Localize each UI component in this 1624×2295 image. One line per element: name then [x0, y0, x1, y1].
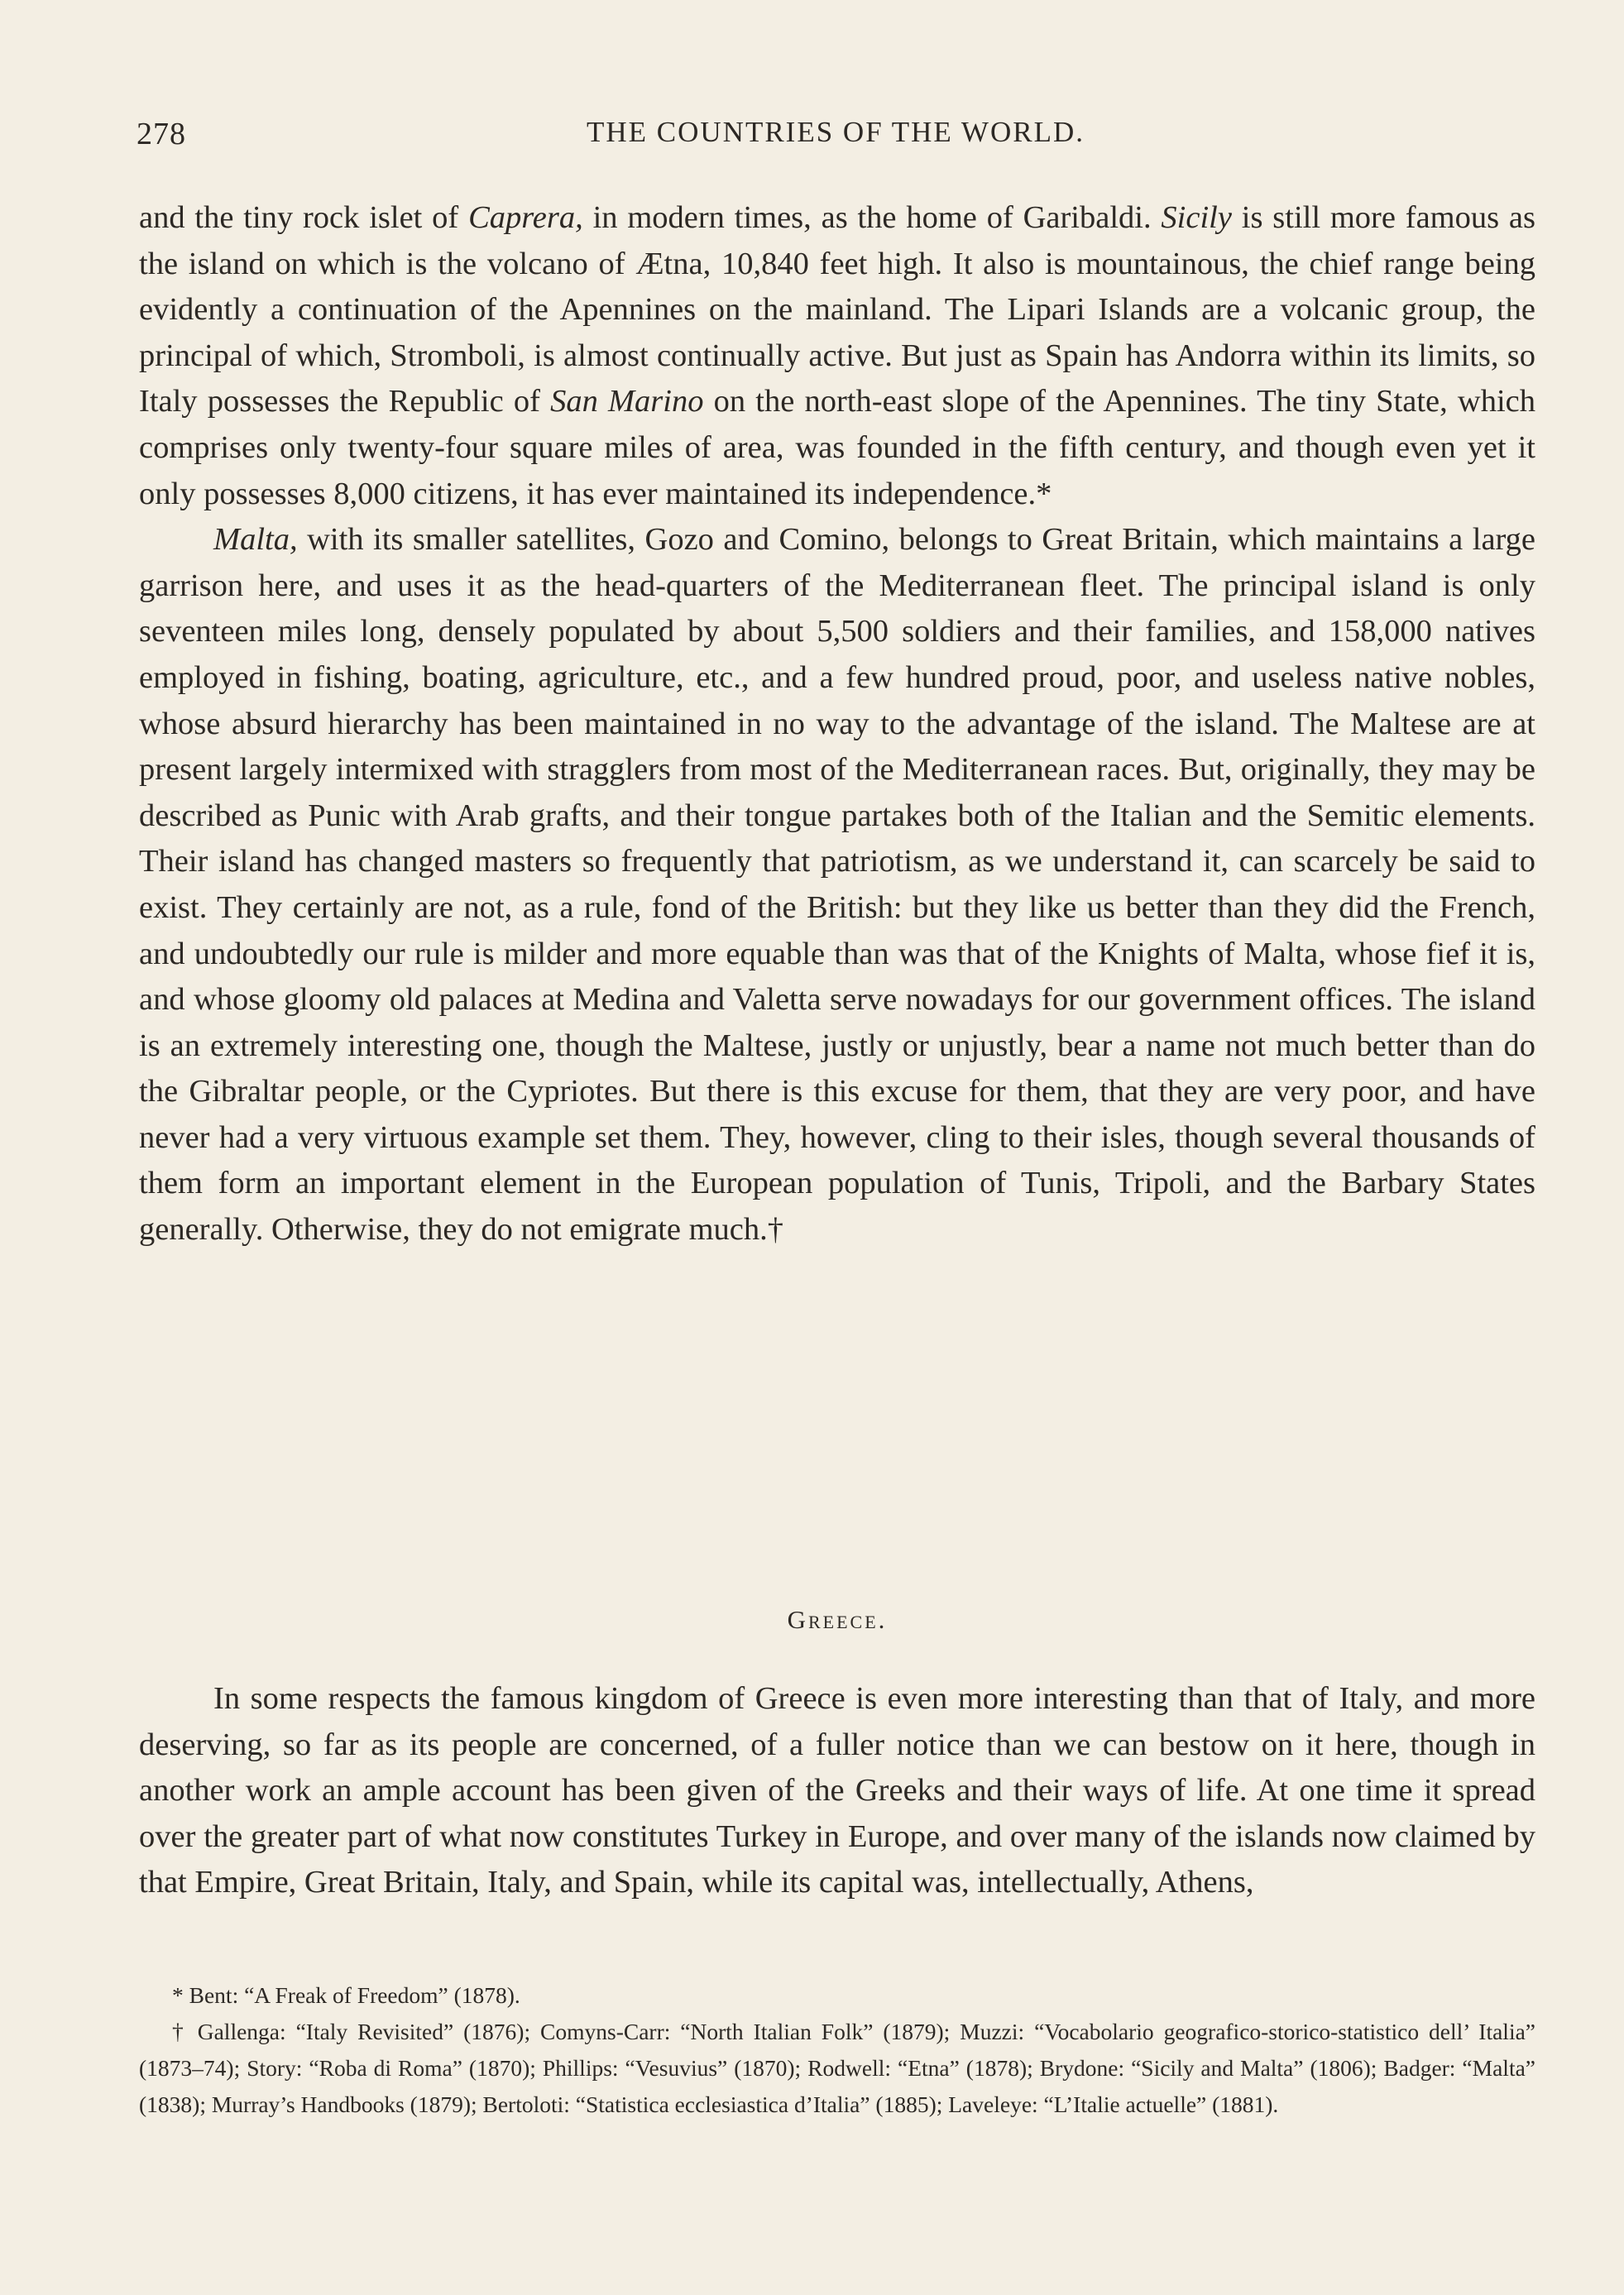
footnotes	[139, 1977, 1535, 2123]
paragraph-malta	[139, 517, 1535, 1253]
paragraph-text: is still more famous as the island on which is the volcano of Ætna, 10,840 feet high. It also is mountainous, the chief range being evidently a continuation of the Apennines on the mainland. The Lipari Islands are a volcanic group, the principal of which, Stromboli, is almost continually active. But just as Spain has Andorra within its limits, so Italy possesses the Republic of	[139, 200, 1535, 419]
paragraph-text: on the north-east slope of the Apennines. The tiny State, which comprises only twenty-four square miles of area, was founded in the fifth century, and though even yet it only possesses 8,000 citizens, it has ever maintained its independence.*	[139, 384, 1536, 511]
place-name-malta: Malta,	[213, 522, 298, 558]
section-heading-greece: Greece.	[787, 1605, 888, 1634]
greece-text	[139, 1676, 1535, 1906]
paragraph-text: in modern times, as the home of Garibaldi.	[582, 200, 1162, 235]
page-header	[137, 116, 1535, 157]
place-name-san-marino: San Marino	[550, 384, 704, 419]
place-name-caprera: Caprera,	[468, 200, 583, 235]
paragraph-greece: In some respects the famous kingdom of Greece is even more interesting than that of Italy, and more deserving, so far as its people are concerned, of a fuller notice than we can bestow on it here, though in another work an ample account has been given of the Greeks and their ways of life. At one time it spread over the greater part of what now constitutes Turkey in Europe, and over many of the islands now claimed by that Empire, Great Britain, Italy, and Spain, while its capital was, intellectually, Athens,	[139, 1681, 1535, 1900]
body-text	[139, 195, 1535, 1253]
page-number: 278	[137, 117, 186, 151]
place-name-sicily: Sicily	[1161, 200, 1232, 235]
footnote-2: † Gallenga: “Italy Revisited” (1876); Comyns-Carr: “North Italian Folk” (1879); Muzzi: “Vocabolario geografico-storico-statistico dell’ Italia” (1873–74); Story: “Roba di Roma” (1870); Phillips: “Vesuvius” (1870); Rodwell: “Etna” (1878); Brydone: “Sicily and Malta” (1806); Badger: “Malta” (1838); Murray’s Handbooks (1879); Bertoloti: “Statistica ecclesiastica d’Italia” (1885); Laveleye: “L’Italie actuelle” (1881).	[139, 2019, 1535, 2117]
paragraph-text: with its smaller satellites, Gozo and Comino, belongs to Great Britain, which maintains a large garrison here, and uses it as the head-quarters of the Mediterranean fleet. The principal island is only seventeen miles long, densely populated by about 5,500 soldiers and their families, and 158,000 natives employed in fishing, boating, agriculture, etc., and a few hundred proud, poor, and useless native nobles, whose absurd hierarchy has been maintained in no way to the advantage of the island. The Maltese are at present largely intermixed with stragglers from most of the Mediterranean races. But, originally, they may be described as Punic with Arab grafts, and their tongue partakes both of the Italian and the Semitic elements. Their island has changed masters so frequently that patriotism, as we understand it, can scarcely be said to exist. They certainly are not, as a rule, fond of the British: but they like us better than they did the French, and undoubtedly our rule is milder and more equable than was that of the Knights of Malta, whose fief it is, and whose gloomy old palaces at Medina and Valetta serve nowadays for our government offices. The island is an extremely interesting one, though the Maltese, justly or unjustly, bear a name not much better than do the Gibraltar people, or the Cypriotes. But there is this excuse for them, that they are very poor, and have never had a very virtuous example set them. They, however, cling to their isles, though several thousands of them form an important element in the European population of Tunis, Tripoli, and the Barbary States generally. Otherwise, they do not emigrate much.†	[139, 522, 1535, 1248]
paragraph-italy-islands	[139, 195, 1535, 517]
paragraph-text: and the tiny rock islet of	[139, 200, 469, 235]
footnote-1: * Bent: “A Freak of Freedom” (1878).	[172, 1982, 520, 2008]
running-title: THE COUNTRIES OF THE WORLD.	[586, 116, 1085, 148]
